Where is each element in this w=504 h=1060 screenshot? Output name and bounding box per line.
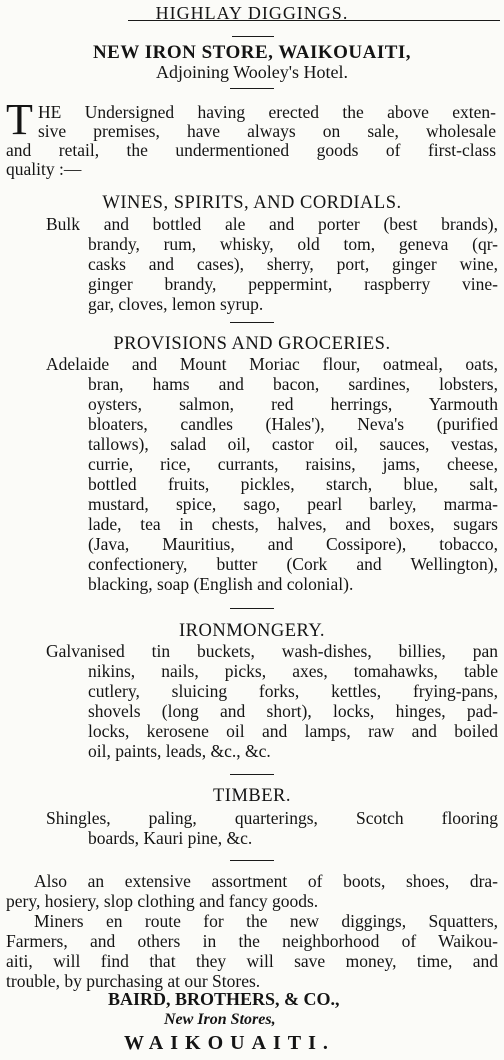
intro-line: HE Undersigned having erected the above exten- <box>38 102 496 122</box>
section-line: oil, paints, leads, &c., &c. <box>88 741 271 761</box>
section-line: lade, tea in chests, halves, and boxes, sugars <box>88 514 498 534</box>
section-line: boards, Kauri pine, &c. <box>88 828 253 848</box>
section-line: bran, hams and bacon, sardines, lobsters, <box>88 374 498 394</box>
section-title-provisions: PROVISIONS AND GROCERIES. <box>113 334 391 354</box>
place-name: WAIKOUAITI. <box>124 1032 335 1054</box>
section-line: Shingles, paling, quarterings, Scotch flooring <box>46 808 498 828</box>
intro-line: quality :— <box>6 159 82 179</box>
section-line: currie, rice, currants, raisins, jams, cheese, <box>88 454 498 474</box>
section-line: Galvanised tin buckets, wash-dishes, billies, pan <box>46 641 498 661</box>
closing-line: Miners en route for the new diggings, Squatters, <box>34 911 498 931</box>
header: HIGHLAY DIGGINGS. <box>155 3 349 23</box>
section-line: nikins, nails, picks, axes, tomahawks, table <box>88 661 498 681</box>
closing-line: Farmers, and others in the neighborhood of Waikou- <box>6 931 498 951</box>
section-line: ginger brandy, peppermint, raspberry vine- <box>88 274 498 294</box>
intro-line: and retail, the undermentioned goods of first-class <box>6 140 496 160</box>
header-rule <box>232 36 274 37</box>
section-rule <box>230 774 274 775</box>
adjoining-rule <box>230 88 274 89</box>
section-line: bloaters, candles (Hales'), Neva's (purified <box>88 414 498 434</box>
section-line: locks, kerosene oil and lamps, raw and boiled <box>88 721 498 741</box>
section-rule <box>230 860 274 861</box>
section-rule <box>230 322 274 323</box>
section-line: blacking, soap (English and colonial). <box>88 574 354 594</box>
section-line: gar, cloves, lemon syrup. <box>88 294 264 314</box>
intro-line: sive premises, have always on sale, wholesale <box>38 121 496 141</box>
closing-line: aiti, will find that they will save money, time, and <box>6 951 498 971</box>
section-title-ironmongery: IRONMONGERY. <box>179 621 325 641</box>
drop-cap: T <box>6 95 33 144</box>
store-name: NEW IRON STORE, WAIKOUAITI, <box>92 42 412 63</box>
section-line: brandy, rum, whisky, old tom, geneva (qr- <box>88 234 498 254</box>
store-line: New Iron Stores, <box>164 1011 276 1028</box>
section-line: Bulk and bottled ale and porter (best brands), <box>46 214 498 234</box>
section-title-wines: WINES, SPIRITS, AND CORDIALS. <box>102 193 402 213</box>
section-line: casks and cases), sherry, port, ginger wine, <box>88 254 498 274</box>
section-line: mustard, spice, sago, pearl barley, marma- <box>88 494 498 514</box>
closing-line: pery, hosiery, slop clothing and fancy goods. <box>6 891 319 911</box>
section-title-timber: TIMBER. <box>212 786 291 806</box>
section-line: oysters, salmon, red herrings, Yarmouth <box>88 394 498 414</box>
adjoining: Adjoining Wooley's Hotel. <box>156 62 348 82</box>
section-line: bottled fruits, pickles, starch, blue, salt, <box>88 474 498 494</box>
firm-name: BAIRD, BROTHERS, & CO., <box>108 989 340 1009</box>
closing-line: trouble, by purchasing at our Stores. <box>6 971 261 991</box>
section-line: cutlery, sluicing forks, kettles, frying-pans, <box>88 681 498 701</box>
closing-line: Also an extensive assortment of boots, shoes, dra- <box>34 871 498 891</box>
section-line: tallows), salad oil, castor oil, sauces, vestas, <box>88 434 498 454</box>
section-line: shovels (long and short), locks, hinges, pad- <box>88 701 498 721</box>
section-line: Adelaide and Mount Moriac flour, oatmeal, oats, <box>46 354 498 374</box>
section-line: (Java, Mauritius, and Cossipore), tobacco, <box>88 534 498 554</box>
section-rule <box>230 608 274 609</box>
section-line: confectionery, butter (Cork and Wellington), <box>88 554 498 574</box>
